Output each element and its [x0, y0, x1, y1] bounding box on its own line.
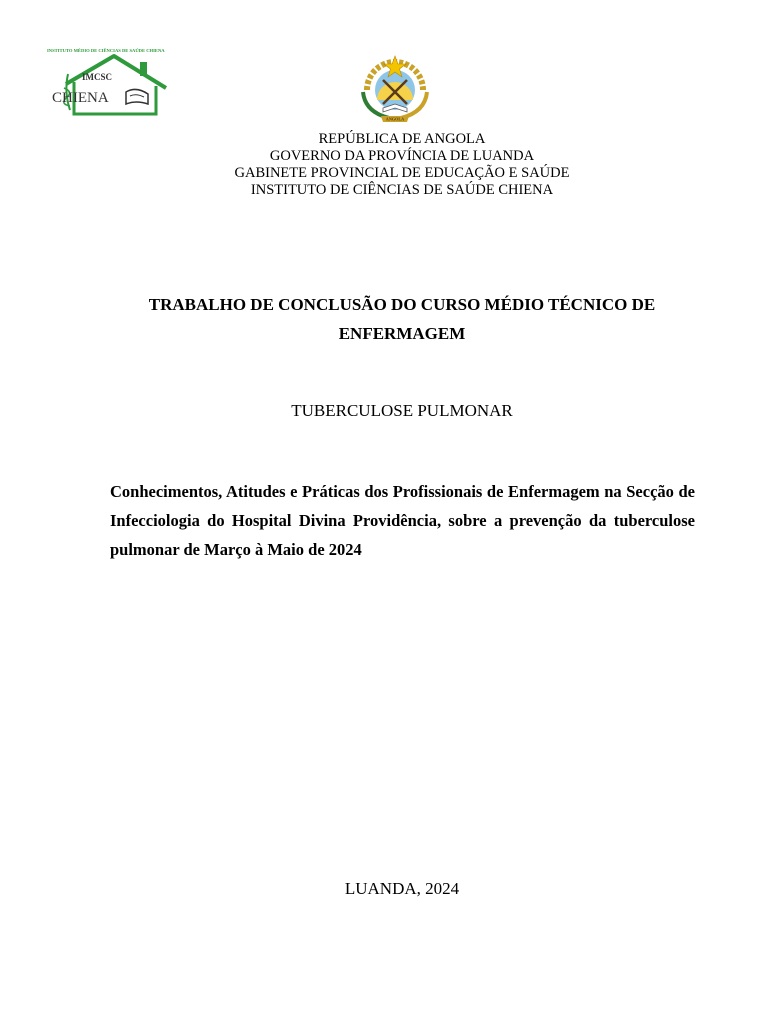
institute-logo — [44, 44, 174, 120]
national-emblem — [355, 50, 435, 124]
institutional-header — [0, 131, 768, 199]
angola-coat-of-arms-emblem-icon — [355, 50, 435, 124]
subject-title: TUBERCULOSE PULMONAR — [291, 401, 513, 420]
institute-house-logo-icon — [44, 44, 174, 120]
header-line-cabinet: GABINETE PROVINCIAL DE EDUCAÇÃO E SAÚDE — [234, 165, 570, 181]
study-title: Conhecimentos, Atitudes e Práticas dos Profissionais de Enfermagem na Secção de Infecciologia do Hospital Divina Providência, sobre a prevenção da tuberculose pulmonar de Março à Maio de 2024 — [110, 482, 695, 559]
institute-logo-acronym: IMCSC — [82, 72, 113, 82]
header-line-government: GOVERNO DA PROVÍNCIA DE LUANDA — [269, 148, 535, 164]
institute-logo-arc-text: INSTITUTO MÉDIO DE CIÊNCIAS DE SAÚDE CHIENA — [47, 48, 165, 53]
place-date: LUANDA, 2024 — [344, 879, 460, 898]
emblem-ribbon-text: ANGOLA — [385, 116, 405, 122]
institute-logo-name: CHIENA — [52, 90, 109, 106]
header-line-institute: INSTITUTO DE CIÊNCIAS DE SAÚDE CHIENA — [250, 182, 554, 198]
header-line-republic: REPÚBLICA DE ANGOLA — [318, 131, 486, 147]
course-title: TRABALHO DE CONCLUSÃO DO CURSO MÉDIO TÉCNICO DE ENFERMAGEM — [148, 295, 656, 343]
